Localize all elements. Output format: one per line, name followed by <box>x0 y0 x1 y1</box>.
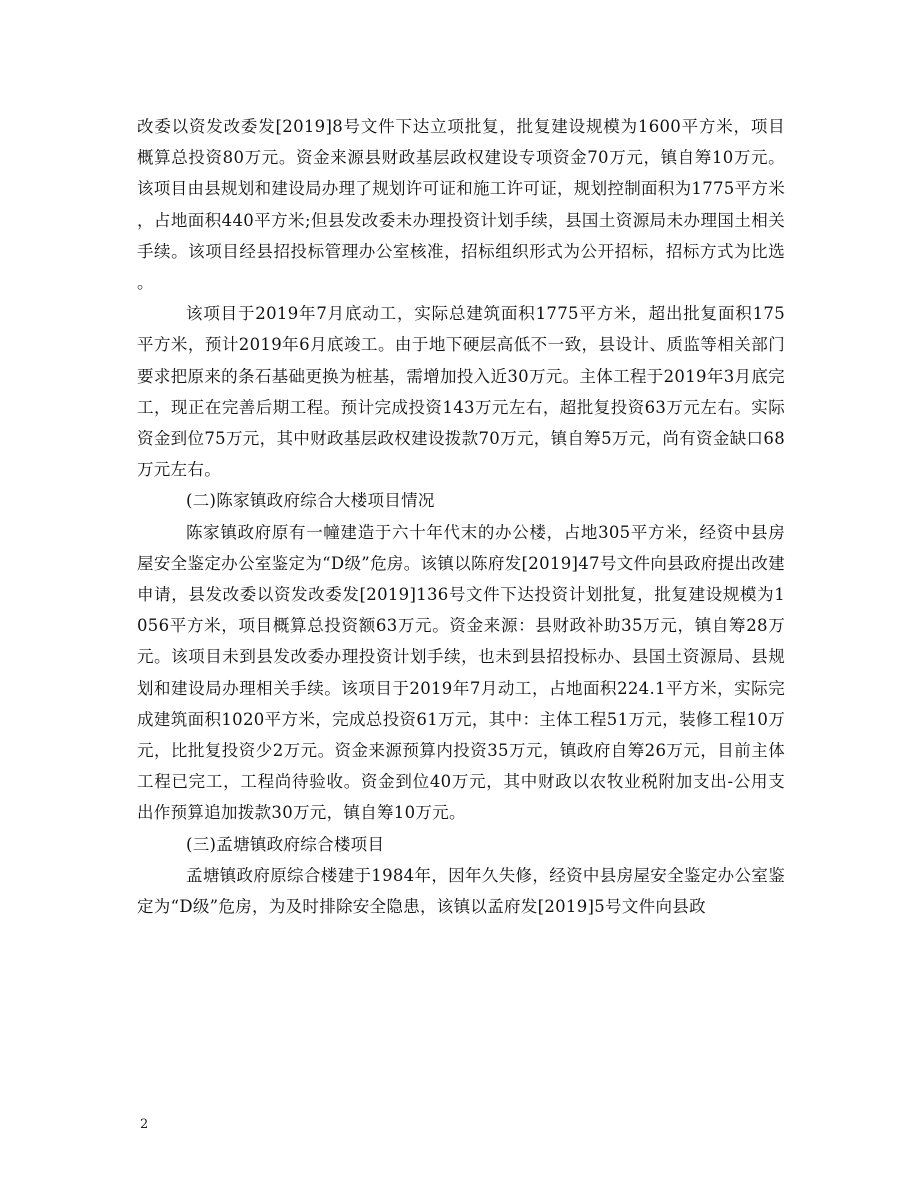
paragraph-construction-progress: 该项目于2019年7月底动工，实际总建筑面积1775平方米，超出批复面积175平方米，预计2019年6月底竣工。由于地下硬层高低不一致，县设计、质监等相关部门要求把原来的条石基础更换为桩基，需增加投入近30万元。主体工程于2019年3月底完工，现正在完善后期工程。预计完成投资143万元左右，超批复投资63万元左右。实际资金到位75万元，其中财政基层政权建设拨款70万元，镇自筹5万元，尚有资金缺口68万元左右。 <box>137 304 785 480</box>
paragraph-mengtang-project: 孟塘镇政府原综合楼建于1984年，因年久失修，经资中县房屋安全鉴定办公室鉴定为“D级”危房，为及时排除安全隐患，该镇以孟府发[2019]5号文件向县政 <box>137 865 785 917</box>
paragraph-approval-details: 改委以资发改委发[2019]8号文件下达立项批复，批复建设规模为1600平方米，项目概算总投资80万元。资金来源县财政基层政权建设专项资金70万元，镇自筹10万元。该项目由县规划和建设局办理了规划许可证和施工许可证，规划控制面积为1775平方米，占地面积440平方米;但县发改委未办理投资计划手续，县国土资源局未办理国土相关手续。该项目经县招投标管理办公室核准，招标组织形式为公开招标，招标方式为比选。 <box>137 117 785 293</box>
page-number: 2 <box>140 1117 149 1132</box>
paragraph-chenjia-project: 陈家镇政府原有一幢建造于六十年代末的办公楼，占地305平方米，经资中县房屋安全鉴定办公室鉴定为“D级”危房。该镇以陈府发[2019]47号文件向县政府提出改建申请，县发改委以资发改委发[2019]136号文件下达投资计划批复，批复建设规模为1056平方米，项目概算总投资额63万元。资金来源：县财政补助35万元，镇自筹28万元。该项目未到县发改委办理投资计划手续，也未到县招投标办、县国土资源局、县规划和建设局办理相关手续。该项目于2019年7月动工，占地面积224.1平方米，实际完成建筑面积1020平方米，完成总投资61万元，其中：主体工程51万元，装修工程10万元，比批复投资少2万元。资金来源预算内投资35万元，镇政府自筹26万元，目前主体工程已完工，工程尚待验收。资金到位40万元，其中财政以农牧业税附加支出-公用支出作预算追加拨款30万元，镇自筹10万元。 <box>137 522 785 823</box>
document-body <box>137 111 785 922</box>
section-heading-chenjia: (二)陈家镇政府综合大楼项目情况 <box>186 491 435 511</box>
section-heading-mengtang: (三)孟塘镇政府综合楼项目 <box>186 834 385 854</box>
